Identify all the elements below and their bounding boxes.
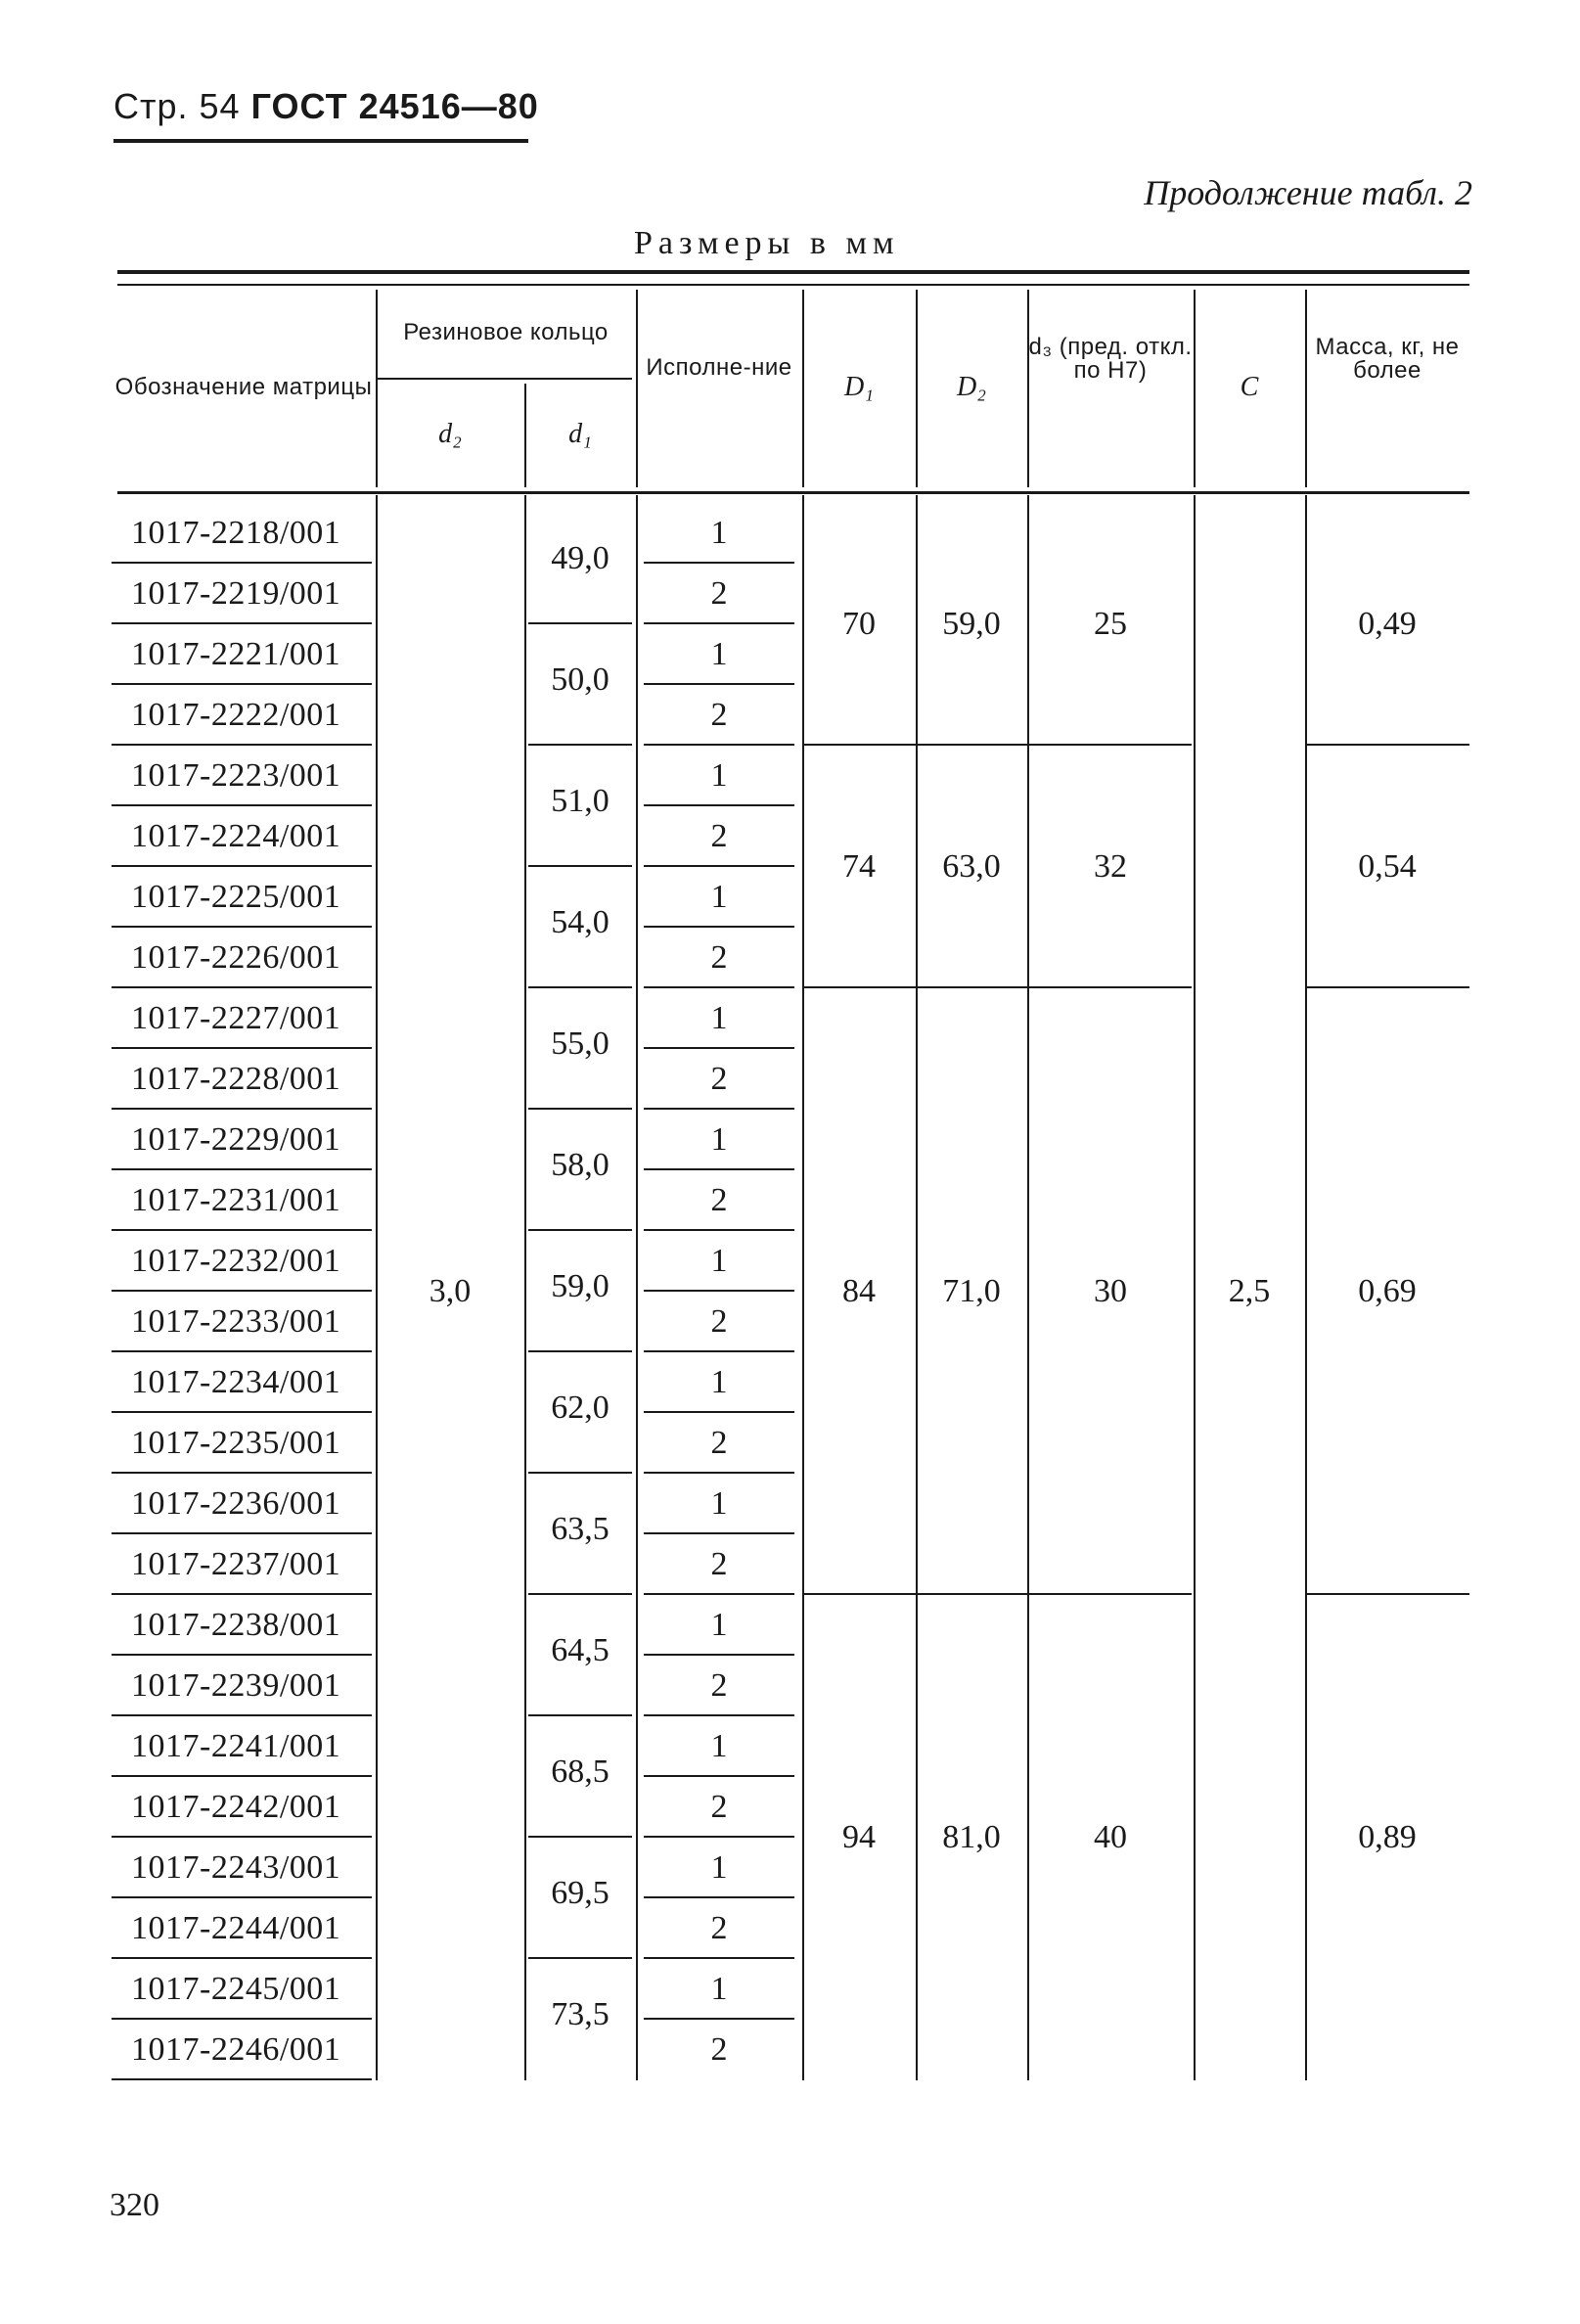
top-rule bbox=[117, 270, 1469, 274]
d1-value: 70 bbox=[842, 606, 876, 642]
version-value: 2 bbox=[710, 1303, 728, 1340]
matrix-code: 1017-2244/001 bbox=[131, 1910, 341, 1946]
header-designation: Обозначение матрицы bbox=[114, 374, 373, 400]
version-value: 2 bbox=[710, 2031, 728, 2068]
matrix-code: 1017-2224/001 bbox=[131, 818, 341, 854]
matrix-code: 1017-2228/001 bbox=[131, 1061, 341, 1097]
matrix-code: 1017-2245/001 bbox=[131, 1971, 341, 2007]
d1-value: 73,5 bbox=[551, 1996, 609, 2032]
matrix-code: 1017-2241/001 bbox=[131, 1728, 341, 1764]
d2-value: 71,0 bbox=[942, 1273, 1001, 1309]
d1-value: 69,5 bbox=[551, 1875, 609, 1911]
d1-value: 94 bbox=[842, 1819, 876, 1855]
rubber-ring-subrule bbox=[378, 378, 632, 380]
C-value: 2,5 bbox=[1228, 1273, 1271, 1309]
version-value: 2 bbox=[710, 1182, 728, 1218]
matrix-code: 1017-2236/001 bbox=[131, 1485, 341, 1522]
top-rule-2 bbox=[117, 284, 1469, 286]
matrix-code: 1017-2225/001 bbox=[131, 879, 341, 915]
version-value: 2 bbox=[710, 1061, 728, 1097]
matrix-code: 1017-2246/001 bbox=[131, 2031, 341, 2068]
header-version: Исполне-ние bbox=[646, 354, 792, 381]
header-mass: Масса, кг, не более bbox=[1315, 334, 1460, 384]
version-value: 2 bbox=[710, 1425, 728, 1461]
header-bottom-rule bbox=[117, 491, 1469, 494]
d3-value: 25 bbox=[1094, 606, 1127, 642]
table-caption: Продолжение табл. 2 bbox=[1144, 173, 1472, 212]
matrix-code: 1017-2223/001 bbox=[131, 757, 341, 794]
matrix-code: 1017-2229/001 bbox=[131, 1121, 341, 1158]
header-D1: D₁ bbox=[844, 372, 874, 402]
header-C: С bbox=[1240, 372, 1259, 402]
d1-value: 64,5 bbox=[551, 1632, 609, 1668]
matrix-code: 1017-2226/001 bbox=[131, 939, 341, 976]
matrix-code: 1017-2242/001 bbox=[131, 1789, 341, 1825]
version-value: 2 bbox=[710, 1546, 728, 1582]
header-rubber-ring: Резиновое кольцо bbox=[403, 319, 609, 345]
version-value: 1 bbox=[710, 1607, 728, 1643]
header-rule bbox=[113, 139, 528, 143]
matrix-code: 1017-2218/001 bbox=[131, 515, 341, 551]
page-number: 320 bbox=[110, 2187, 159, 2223]
matrix-code: 1017-2231/001 bbox=[131, 1182, 341, 1218]
version-value: 1 bbox=[710, 1728, 728, 1764]
d1-value: 59,0 bbox=[551, 1268, 609, 1304]
mass-value: 0,49 bbox=[1358, 606, 1417, 642]
version-value: 2 bbox=[710, 697, 728, 733]
d1-value: 51,0 bbox=[551, 783, 609, 819]
matrix-code: 1017-2234/001 bbox=[131, 1364, 341, 1400]
matrix-code: 1017-2232/001 bbox=[131, 1243, 341, 1279]
version-value: 2 bbox=[710, 1789, 728, 1825]
d1-value: 55,0 bbox=[551, 1025, 609, 1062]
d2-value: 3,0 bbox=[429, 1273, 472, 1309]
matrix-code: 1017-2237/001 bbox=[131, 1546, 341, 1582]
matrix-code: 1017-2222/001 bbox=[131, 697, 341, 733]
matrix-code: 1017-2239/001 bbox=[131, 1667, 341, 1704]
matrix-code: 1017-2243/001 bbox=[131, 1849, 341, 1886]
matrix-code: 1017-2233/001 bbox=[131, 1303, 341, 1340]
d1-value: 68,5 bbox=[551, 1754, 609, 1790]
matrix-code: 1017-2221/001 bbox=[131, 636, 341, 672]
d1-value: 63,5 bbox=[551, 1511, 609, 1547]
version-value: 1 bbox=[710, 636, 728, 672]
version-value: 1 bbox=[710, 1849, 728, 1886]
matrix-code: 1017-2235/001 bbox=[131, 1425, 341, 1461]
d1-value: 54,0 bbox=[551, 904, 609, 940]
standard-code: ГОСТ 24516—80 bbox=[250, 86, 539, 126]
header-d3: d₃ (пред. откл. по Н7) bbox=[1028, 334, 1193, 384]
page-num: 54 bbox=[199, 86, 241, 126]
d1-value: 49,0 bbox=[551, 540, 609, 576]
mass-value: 0,54 bbox=[1358, 848, 1417, 885]
mass-value: 0,89 bbox=[1358, 1819, 1417, 1855]
version-value: 2 bbox=[710, 939, 728, 976]
mass-value: 0,69 bbox=[1358, 1273, 1417, 1309]
d1-value: 50,0 bbox=[551, 661, 609, 698]
version-value: 1 bbox=[710, 1364, 728, 1400]
version-value: 1 bbox=[710, 1971, 728, 2007]
d3-value: 30 bbox=[1094, 1273, 1127, 1309]
header-d1: d₁ bbox=[568, 419, 592, 449]
version-value: 1 bbox=[710, 1485, 728, 1522]
header-d2: d₂ bbox=[438, 419, 462, 449]
matrix-code: 1017-2238/001 bbox=[131, 1607, 341, 1643]
d2-value: 63,0 bbox=[942, 848, 1001, 885]
version-value: 1 bbox=[710, 757, 728, 794]
d1-value: 74 bbox=[842, 848, 876, 885]
version-value: 2 bbox=[710, 818, 728, 854]
version-value: 2 bbox=[710, 1667, 728, 1704]
units-note: Размеры в мм bbox=[634, 225, 900, 261]
dimensions-table bbox=[112, 270, 1469, 2110]
d1-value: 58,0 bbox=[551, 1147, 609, 1183]
d2-value: 59,0 bbox=[942, 606, 1001, 642]
version-value: 2 bbox=[710, 575, 728, 612]
header-D2: D₂ bbox=[957, 372, 986, 402]
version-value: 1 bbox=[710, 879, 728, 915]
d3-value: 32 bbox=[1094, 848, 1127, 885]
d1-value: 62,0 bbox=[551, 1390, 609, 1426]
version-value: 1 bbox=[710, 1121, 728, 1158]
page-header bbox=[113, 86, 539, 127]
matrix-code: 1017-2227/001 bbox=[131, 1000, 341, 1036]
version-value: 2 bbox=[710, 1910, 728, 1946]
d2-value: 81,0 bbox=[942, 1819, 1001, 1855]
version-value: 1 bbox=[710, 1000, 728, 1036]
d3-value: 40 bbox=[1094, 1819, 1127, 1855]
page-label: Стр. bbox=[113, 86, 189, 126]
matrix-code: 1017-2219/001 bbox=[131, 575, 341, 612]
version-value: 1 bbox=[710, 1243, 728, 1279]
code-row-rule bbox=[112, 2078, 372, 2080]
version-value: 1 bbox=[710, 515, 728, 551]
d1-value: 84 bbox=[842, 1273, 876, 1309]
